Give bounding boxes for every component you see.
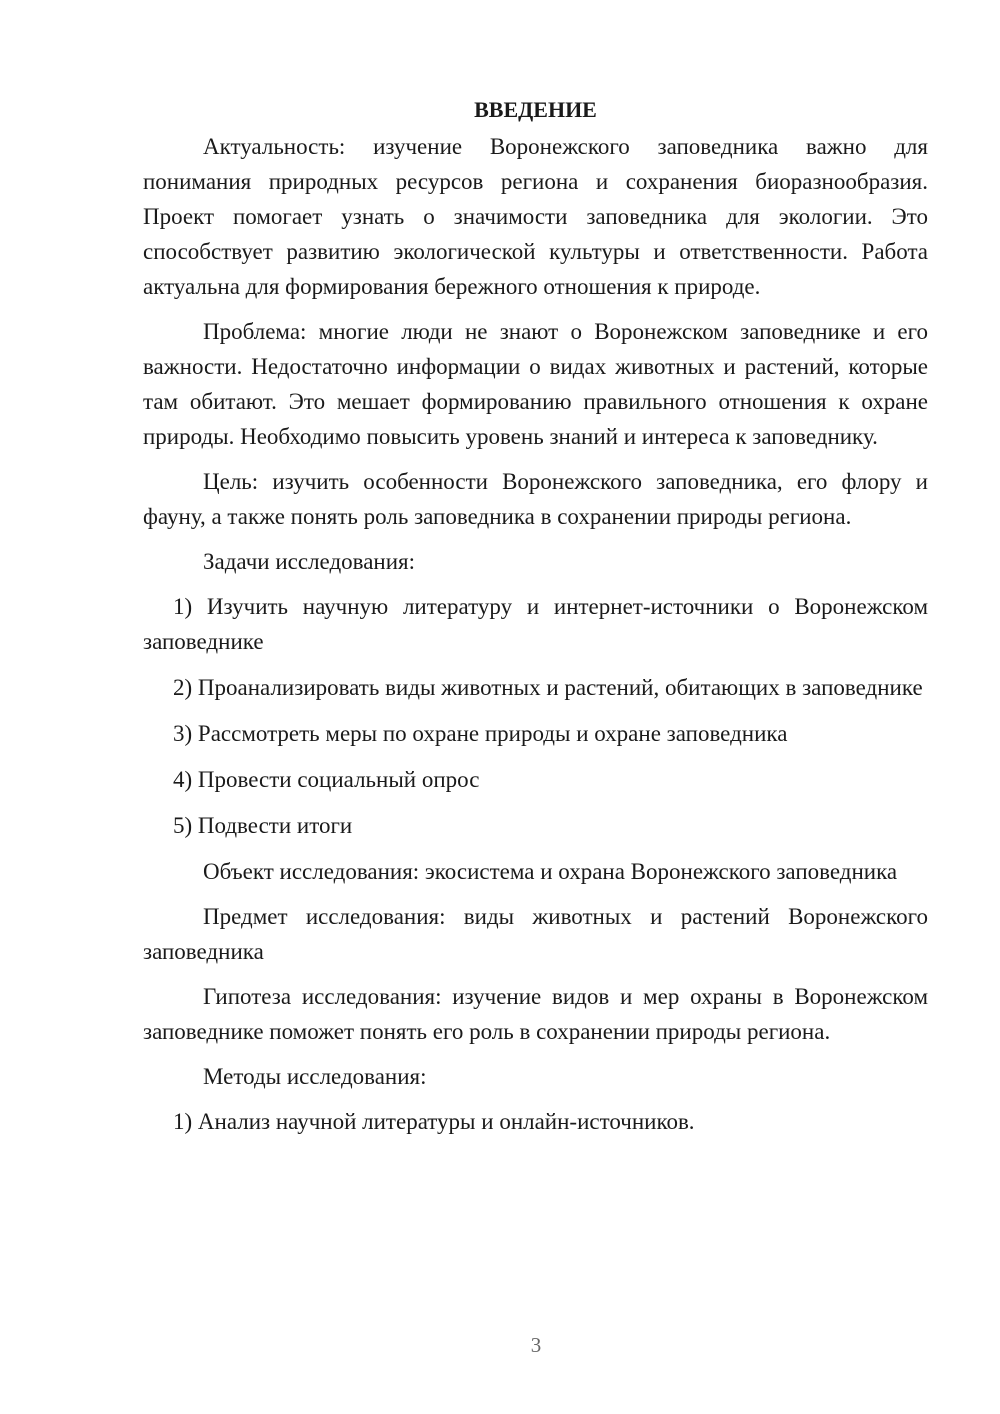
task-item-3: 3) Рассмотреть меры по охране природы и охране заповедника xyxy=(173,721,788,746)
subject-paragraph: Предмет исследования: виды животных и растений Воронежского заповедника xyxy=(143,904,928,964)
methods-heading: Методы исследования: xyxy=(203,1064,427,1089)
page-number: 3 xyxy=(530,1333,542,1357)
object-paragraph: Объект исследования: экосистема и охрана Воронежского заповедника xyxy=(203,859,898,884)
goal-paragraph: Цель: изучить особенности Воронежского заповедника, его флору и фауну, а также понять роль заповедника в сохранении природы региона. xyxy=(143,469,928,529)
relevance-paragraph: Актуальность: изучение Воронежского заповедника важно для понимания природных ресурсов региона и сохранения биоразнообразия. Проект помогает узнать о значимости заповедника для экологии. Это способствует развитию экологической культуры и ответственности. Работа актуальна для формирования бережного отношения к природе. xyxy=(143,134,928,299)
method-item-1: 1) Анализ научной литературы и онлайн-источников. xyxy=(173,1109,695,1134)
hypothesis-paragraph: Гипотеза исследования: изучение видов и мер охраны в Воронежском заповеднике поможет понять его роль в сохранении природы региона. xyxy=(143,984,928,1044)
task-item-4: 4) Провести социальный опрос xyxy=(173,767,480,792)
task-item-1: 1) Изучить научную литературу и интернет-источники о Воронежском заповеднике xyxy=(143,594,928,654)
tasks-heading: Задачи исследования: xyxy=(203,549,416,574)
problem-paragraph: Проблема: многие люди не знают о Воронежском заповеднике и его важности. Недостаточно информации о видах животных и растений, которые там обитают. Это мешает формированию правильного отношения к охране природы. Необходимо повысить уровень знаний и интереса к заповеднику. xyxy=(143,319,928,449)
task-item-5: 5) Подвести итоги xyxy=(173,813,353,838)
page-content xyxy=(143,92,928,1150)
section-title: ВВЕДЕНИЕ xyxy=(474,97,597,122)
task-item-2: 2) Проанализировать виды животных и растений, обитающих в заповеднике xyxy=(173,675,923,700)
